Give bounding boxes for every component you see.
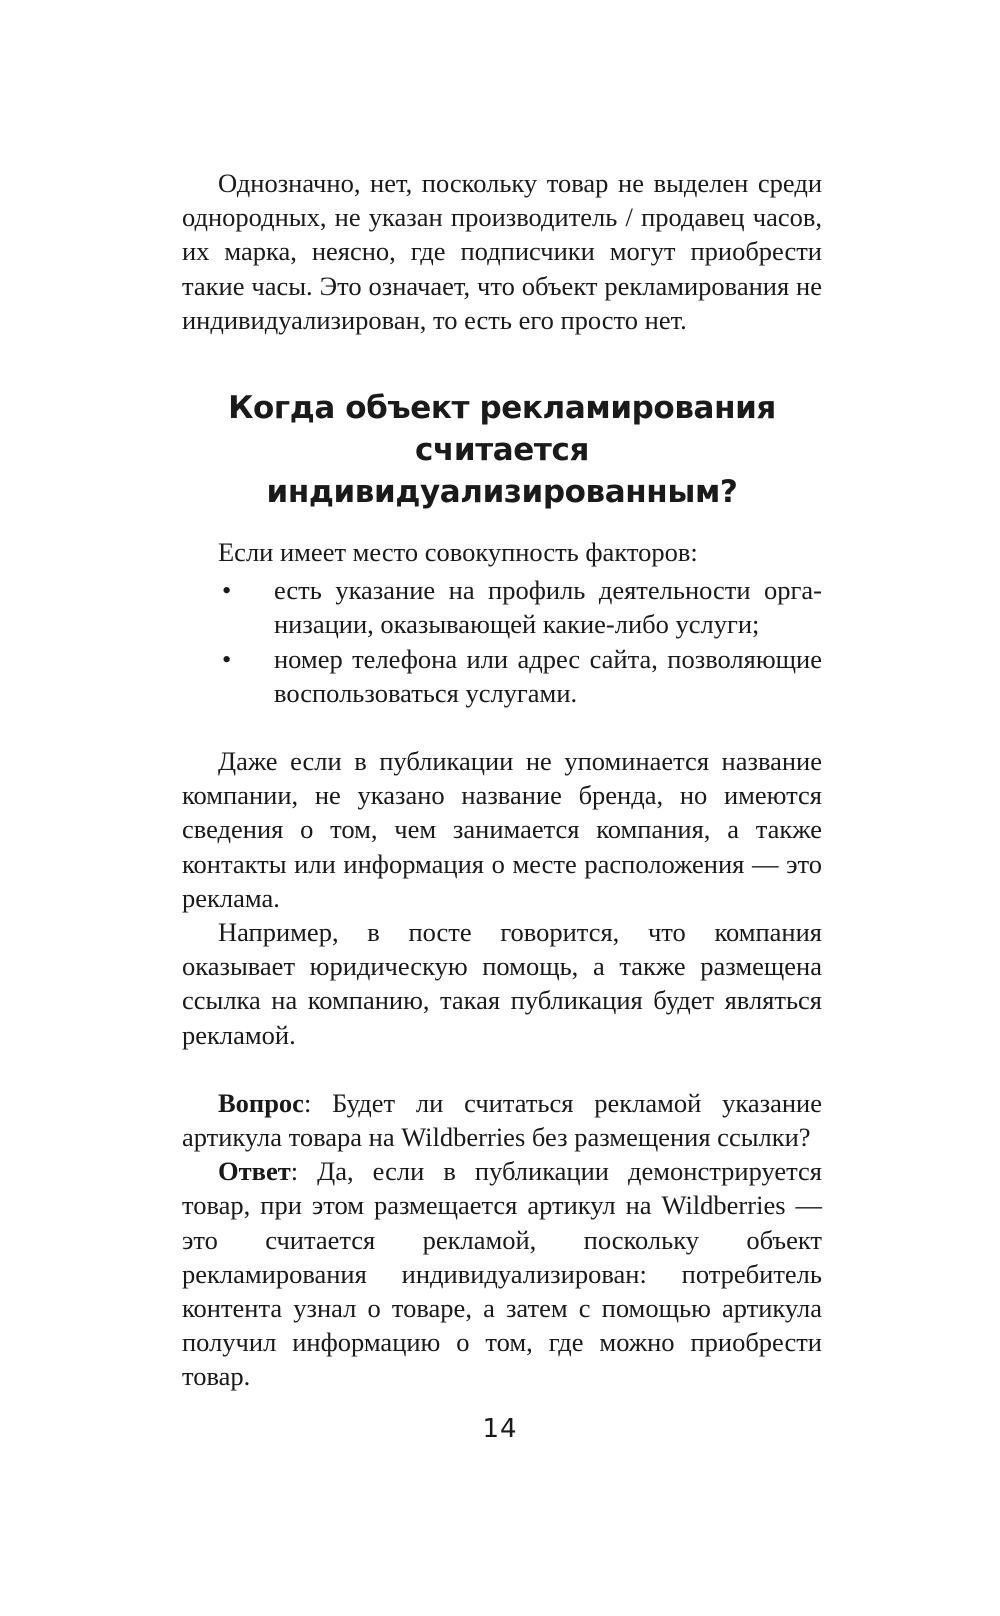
answer-text: : Да, если в публикации демонстрируется товар, при этом размещается артикул на Wildberries — это считается рекламой, поскольку объект рекламирования индивидуализирован: потребитель контента узнал о товаре, а затем с помощью артикула получил информацию о том, где можно приобрести товар. [182, 1156, 822, 1392]
answer-paragraph [182, 1154, 822, 1393]
page-number: 14 [482, 1414, 518, 1444]
paragraph-intro-answer: Однозначно, нет, поскольку товар не выделен среди однородных, не указан производитель / продавец часов, их марка, неясно, где подписчики могут приобрести такие часы. Это означает, что объект рекламирования не индивидуализирован, то есть его просто нет. [182, 168, 822, 335]
question-paragraph [182, 1086, 822, 1154]
factors-list [182, 573, 822, 710]
list-item-text: есть указание на профиль деятельности организации, оказывающей какие-либо услуги; [274, 575, 822, 640]
page-body [182, 166, 822, 1394]
list-item-text: номер телефона или адрес сайта, позволяющие воспользоваться услугами. [274, 643, 822, 708]
section-heading [182, 387, 822, 513]
spacer [182, 710, 822, 744]
bullet-icon: • [222, 575, 232, 606]
list-item [182, 642, 822, 710]
bullet-icon: • [222, 643, 232, 674]
section-heading-line-1: Когда объект рекламирования [228, 390, 776, 427]
spacer [182, 1052, 822, 1086]
paragraph-example: Например, в посте говорится, что компания оказывает юридическую помощь, а также размещена ссылка на компанию, такая публикация будет являться рекламой. [182, 917, 822, 1050]
factors-intro: Если имеет место совокупность факторов: [218, 537, 698, 568]
answer-label: Ответ [218, 1156, 291, 1187]
question-label: Вопрос [218, 1087, 304, 1118]
section-heading-line-2: считается индивидуализированным? [266, 432, 738, 511]
question-text: : Будет ли считаться рекламой указание артикула товара на Wildberries без размещения ссылки? [182, 1087, 822, 1153]
list-item [182, 573, 822, 641]
paragraph-even-if: Даже если в публикации не упоминается название компании, не указано название бренда, но имеются сведения о том, чем занимается компания, а также контакты или информация о месте расположения — это реклама. [182, 746, 822, 913]
